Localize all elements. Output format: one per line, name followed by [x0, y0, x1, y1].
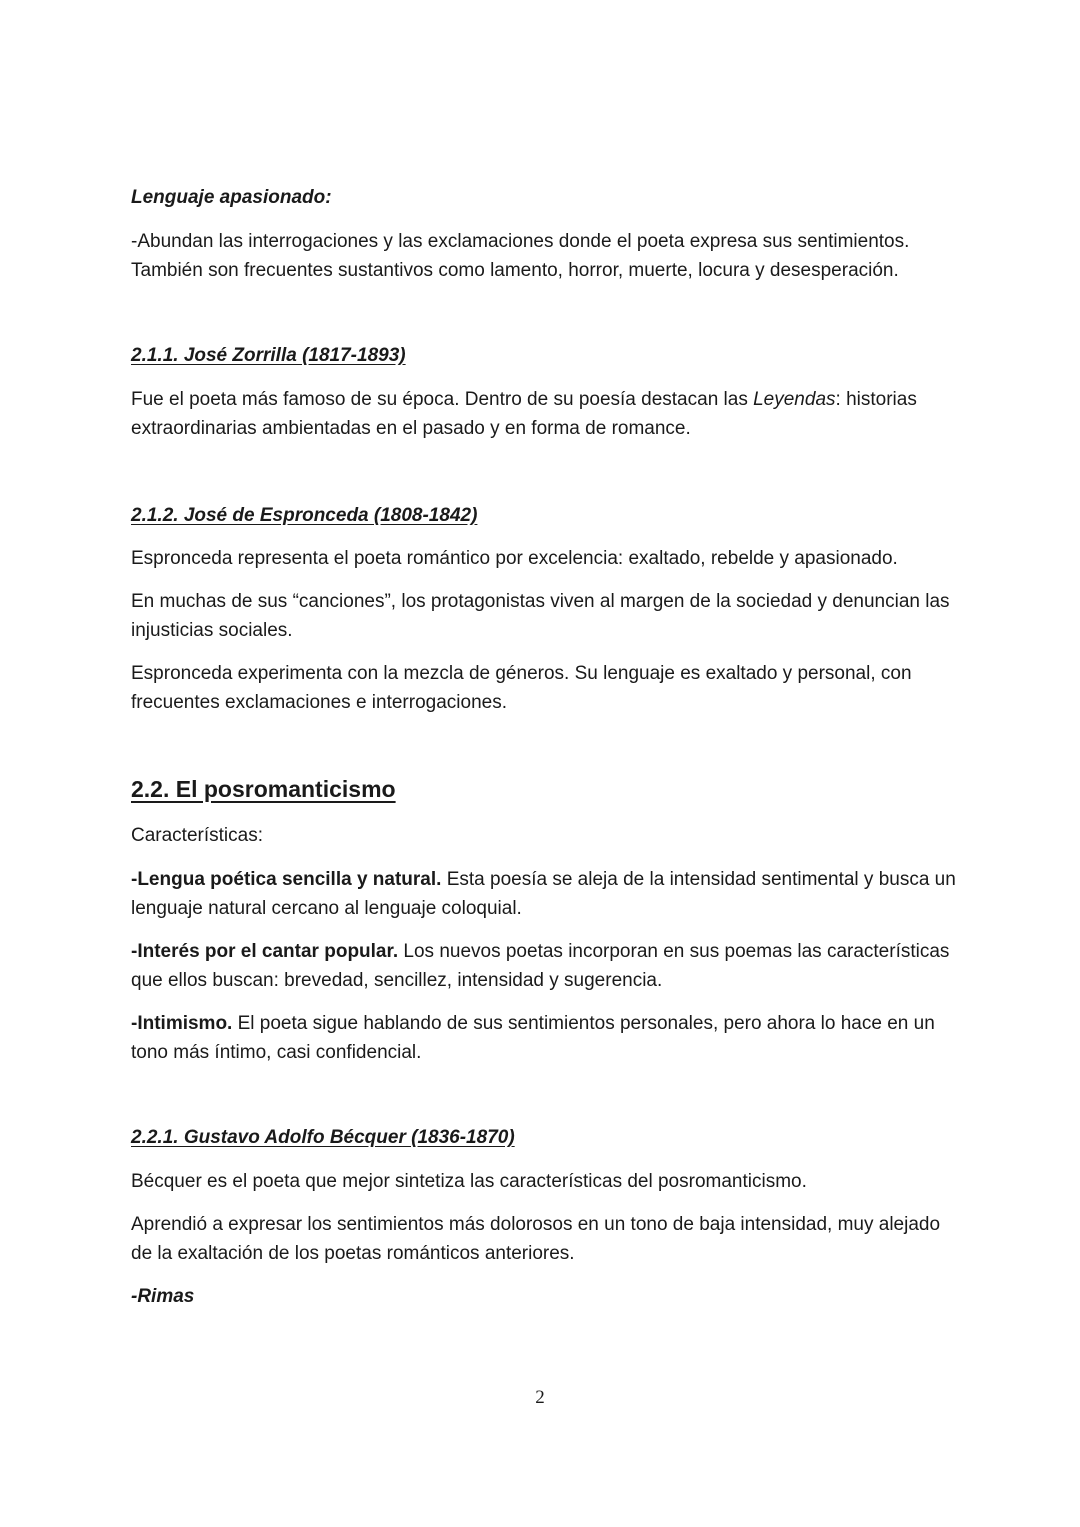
feature-title: -Intimismo. — [131, 1013, 233, 1034]
becquer-paragraph-1: Bécquer es el poeta que mejor sintetiza las características del posromanticismo. — [131, 1171, 807, 1192]
feature-title: -Lengua poética sencilla y natural. — [131, 869, 442, 890]
feature-text: Los nuevos poetas incorporan en sus poemas las características que ellos buscan: brevedad, sencillez, intensidad y sugerencia. — [131, 941, 950, 991]
leyendas-title: Leyendas — [753, 389, 836, 410]
feature-intimismo — [131, 1010, 961, 1067]
rimas-label: -Rimas — [131, 1286, 195, 1307]
zorrilla-paragraph — [131, 386, 961, 443]
espronceda-paragraph-3: Espronceda experimenta con la mezcla de géneros. Su lenguaje es exaltado y personal, con frecuentes exclamaciones e interrogaciones. — [131, 663, 912, 713]
becquer-paragraph-2: Aprendió a expresar los sentimientos más dolorosos en un tono de baja intensidad, muy alejado de la exaltación de los poetas románticos anteriores. — [131, 1214, 941, 1264]
posromanticismo-heading: 2.2. El posromanticismo — [131, 776, 396, 802]
feature-text: El poeta sigue hablando de sus sentimientos personales, pero ahora lo hace en un tono más íntimo, casi confidencial. — [131, 1013, 935, 1063]
document-page — [131, 0, 961, 1527]
feature-title: -Interés por el cantar popular. — [131, 941, 399, 962]
feature-lengua-poetica — [131, 866, 961, 923]
caracteristicas-label: Características: — [131, 825, 263, 846]
espronceda-paragraph-1: Espronceda representa el poeta romántico por excelencia: exaltado, rebelde y apasionado. — [131, 548, 898, 569]
espronceda-paragraph-2: En muchas de sus “canciones”, los protagonistas viven al margen de la sociedad y denuncian las injusticias sociales. — [131, 591, 950, 641]
becquer-heading: 2.2.1. Gustavo Adolfo Bécquer (1836-1870) — [131, 1127, 515, 1148]
zorrilla-text-after: : historias extraordinarias ambientadas en el pasado y en forma de romance. — [131, 389, 917, 439]
zorrilla-heading: 2.1.1. José Zorrilla (1817-1893) — [131, 345, 406, 366]
page-number: 2 — [535, 1387, 545, 1408]
lenguaje-apasionado-label: Lenguaje apasionado: — [131, 187, 332, 208]
feature-cantar-popular — [131, 938, 961, 995]
feature-text: Esta poesía se aleja de la intensidad sentimental y busca un lenguaje natural cercano al lenguaje coloquial. — [131, 869, 956, 919]
zorrilla-text-before: Fue el poeta más famoso de su época. Dentro de su poesía destacan las — [131, 389, 754, 410]
lenguaje-apasionado-paragraph: -Abundan las interrogaciones y las exclamaciones donde el poeta expresa sus sentimientos. También son frecuentes sustantivos como lamento, horror, muerte, locura y desesperación. — [131, 231, 910, 281]
espronceda-heading: 2.1.2. José de Espronceda (1808-1842) — [131, 505, 478, 526]
